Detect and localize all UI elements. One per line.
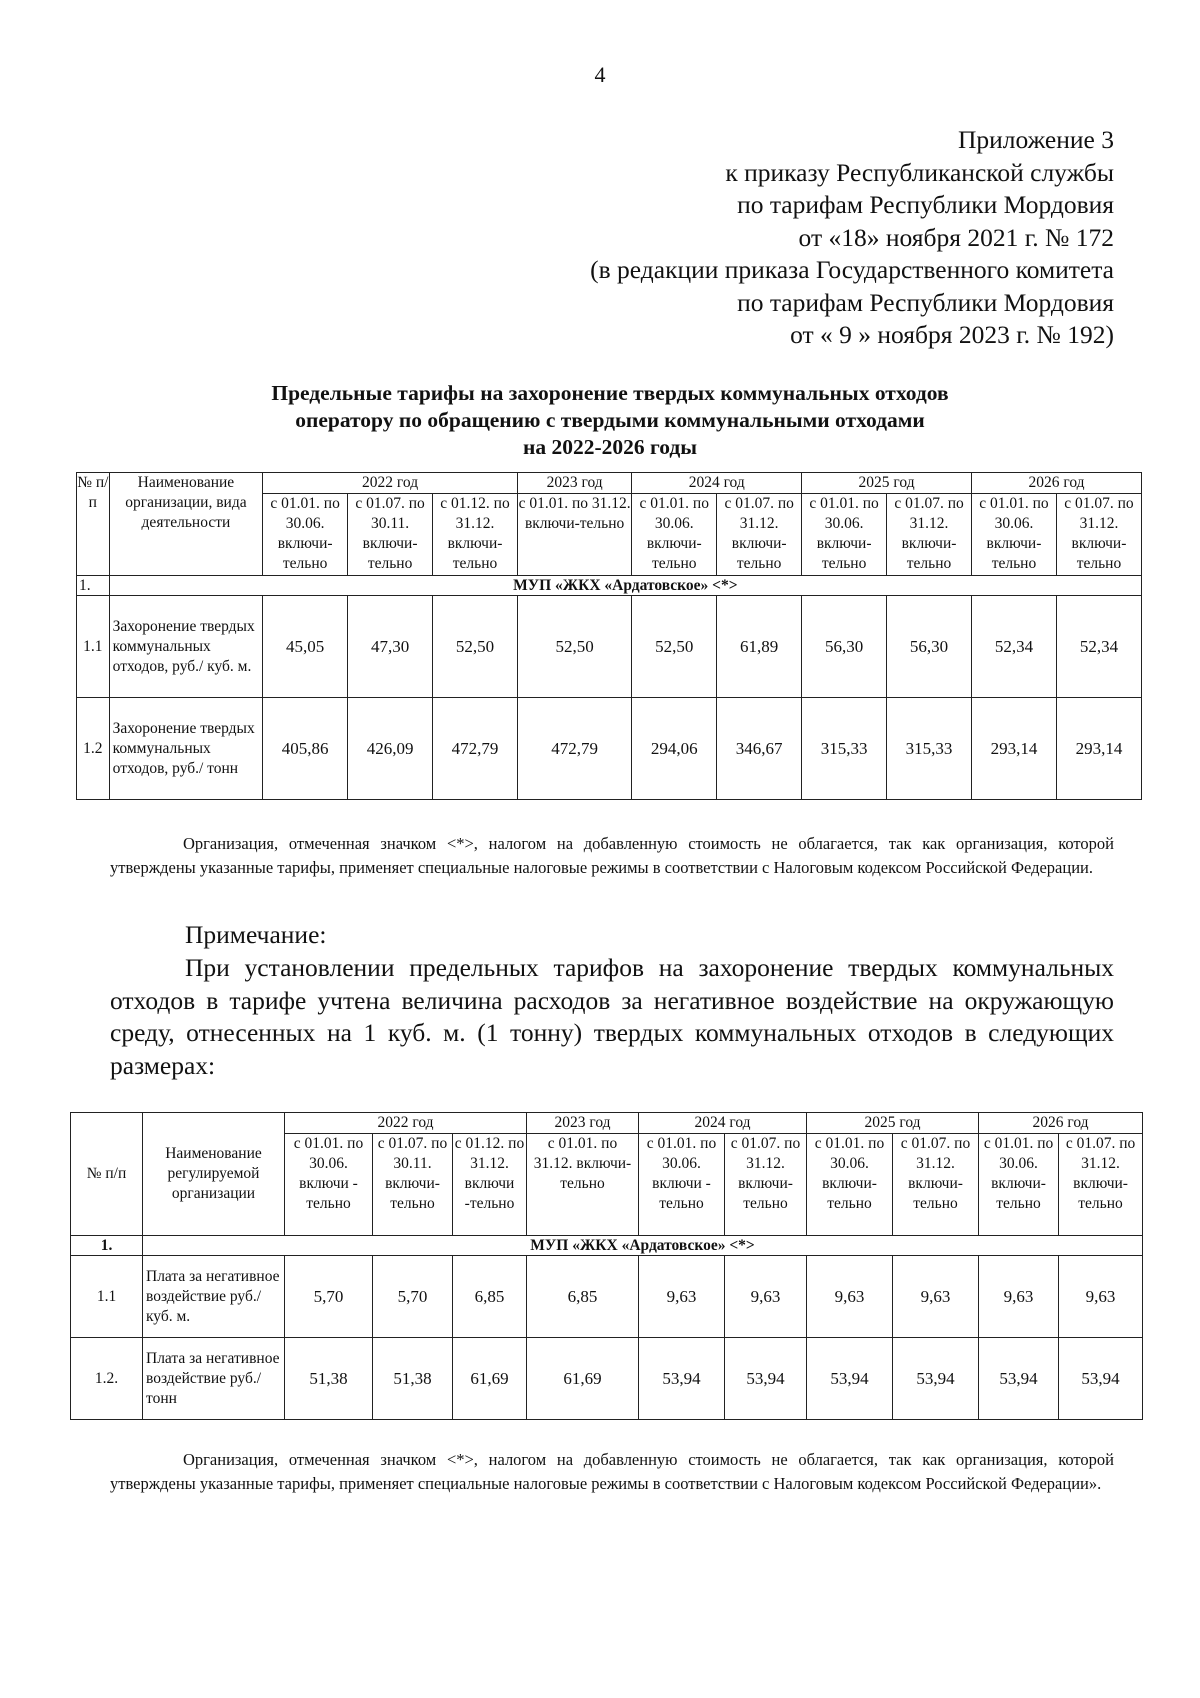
value-cell: 61,69 (527, 1338, 639, 1420)
period-header: с 01.01. по 30.06. включи - тельно (639, 1134, 725, 1236)
year-header: 2022 год (285, 1113, 527, 1134)
year-header: 2023 год (517, 473, 631, 494)
appendix-line: к приказу Республиканской службы (725, 157, 1114, 187)
value-cell: 472,79 (433, 698, 518, 800)
year-header: 2025 год (807, 1113, 979, 1134)
value-cell: 52,50 (632, 596, 717, 698)
value-cell: 426,09 (348, 698, 433, 800)
note-title: Примечание: (185, 920, 327, 949)
value-cell: 9,63 (893, 1256, 979, 1338)
value-cell: 6,85 (453, 1256, 527, 1338)
period-header: с 01.01. по 30.06. включи-тельно (802, 494, 887, 576)
value-cell: 56,30 (802, 596, 887, 698)
period-header: с 01.07. по 31.12. включи-тельно (1056, 494, 1141, 576)
period-header: с 01.01. по 30.06. включи-тельно (263, 494, 348, 576)
period-header: с 01.01. по 30.06. включи- тельно (807, 1134, 893, 1236)
page-number: 4 (594, 62, 606, 87)
value-cell: 5,70 (285, 1256, 373, 1338)
value-cell: 346,67 (717, 698, 802, 800)
col-header-name: Наименование организации, вида деятельности (109, 473, 263, 576)
row-num: 1.2. (71, 1338, 143, 1420)
col-header-num: № п/п (71, 1113, 143, 1236)
row-num: 1.1 (77, 596, 110, 698)
value-cell: 5,70 (373, 1256, 453, 1338)
footnote-1 (110, 832, 1114, 880)
negative-impact-table (70, 1112, 1143, 1420)
year-header: 2026 год (979, 1113, 1143, 1134)
row-num: 1.2 (77, 698, 110, 800)
appendix-line: от « 9 » ноября 2023 г. № 192) (790, 320, 1114, 349)
value-cell: 45,05 (263, 596, 348, 698)
value-cell: 52,50 (517, 596, 631, 698)
value-cell: 294,06 (632, 698, 717, 800)
appendix-line: по тарифам Республики Мордовия (737, 287, 1114, 317)
appendix-header (474, 124, 1114, 352)
value-cell: 51,38 (285, 1338, 373, 1420)
value-cell: 52,34 (972, 596, 1057, 698)
period-header: с 01.01. по 30.06. включи- тельно (979, 1134, 1059, 1236)
org-name: МУП «ЖКХ «Ардатовское» <*> (109, 576, 1141, 596)
col-header-num: № п/п (77, 473, 110, 576)
value-cell: 53,94 (639, 1338, 725, 1420)
period-header: с 01.07. по 31.12. включи- тельно (1059, 1134, 1143, 1236)
value-cell: 61,89 (717, 596, 802, 698)
row-name: Плата за негативное воздействие руб./ куб. м. (143, 1256, 285, 1338)
value-cell: 56,30 (887, 596, 972, 698)
period-header: с 01.01. по 30.06. включи - тельно (285, 1134, 373, 1236)
value-cell: 53,94 (979, 1338, 1059, 1420)
period-header: с 01.01. по 30.06. включи-тельно (972, 494, 1057, 576)
period-header: с 01.07. по 31.12. включи- тельно (725, 1134, 807, 1236)
value-cell: 9,63 (725, 1256, 807, 1338)
value-cell: 51,38 (373, 1338, 453, 1420)
year-header: 2023 год (527, 1113, 639, 1134)
row-name: Захоронение твердых коммунальных отходов, руб./ куб. м. (109, 596, 263, 698)
appendix-line: по тарифам Республики Мордовия (737, 190, 1114, 219)
title-line: оператору по обращению с твердыми коммунальными отходами (295, 408, 925, 432)
note-body (110, 952, 1114, 1082)
title-line: Предельные тарифы на захоронение твердых коммунальных отходов (271, 381, 949, 405)
value-cell: 53,94 (893, 1338, 979, 1420)
value-cell: 52,50 (433, 596, 518, 698)
appendix-line: Приложение 3 (958, 125, 1114, 154)
value-cell: 9,63 (1059, 1256, 1143, 1338)
value-cell: 315,33 (802, 698, 887, 800)
col-header-name: Наименование регулируемой организации (143, 1113, 285, 1236)
period-header: с 01.07. по 30.11. включи- тельно (373, 1134, 453, 1236)
table-row (77, 698, 1142, 800)
org-name: МУП «ЖКХ «Ардатовское» <*> (143, 1236, 1143, 1256)
table-row (71, 1256, 1143, 1338)
value-cell: 53,94 (725, 1338, 807, 1420)
value-cell: 6,85 (527, 1256, 639, 1338)
value-cell: 61,69 (453, 1338, 527, 1420)
period-header: с 01.01. по 31.12. включи- тельно (527, 1134, 639, 1236)
value-cell: 315,33 (887, 698, 972, 800)
year-header: 2026 год (972, 473, 1142, 494)
document-title (110, 380, 1110, 461)
period-header: с 01.07. по 31.12. включи-тельно (887, 494, 972, 576)
value-cell: 47,30 (348, 596, 433, 698)
value-cell: 293,14 (1056, 698, 1141, 800)
year-header: 2024 год (632, 473, 802, 494)
year-header: 2025 год (802, 473, 972, 494)
title-line: на 2022-2026 годы (522, 435, 698, 459)
year-header: 2022 год (263, 473, 518, 494)
value-cell: 9,63 (979, 1256, 1059, 1338)
period-header: с 01.12. по 31.12. включи-тельно (433, 494, 518, 576)
table-row (71, 1338, 1143, 1420)
footnote-text: Организация, отмеченная значком <*>, налогом на добавленную стоимость не облагается, так как организация, которой утверждены указанные тарифы, применяет специальные налоговые режимы в соответствии с Налоговым кодексом Российской Федерации». (110, 1450, 1114, 1493)
org-row-num: 1. (71, 1236, 143, 1256)
value-cell: 293,14 (972, 698, 1057, 800)
note-text: При установлении предельных тарифов на захоронение твердых коммунальных отходов в тарифе учтена величина расходов за негативное воздействие на окружающую среду, отнесенных на 1 куб. м. (1 тонну) твердых коммунальных отходов в следующих размерах: (110, 953, 1114, 1080)
tariff-table (76, 472, 1142, 800)
value-cell: 52,34 (1056, 596, 1141, 698)
row-name: Плата за негативное воздействие руб./ тонн (143, 1338, 285, 1420)
period-header: с 01.07. по 31.12. включи-тельно (717, 494, 802, 576)
year-header: 2024 год (639, 1113, 807, 1134)
value-cell: 53,94 (807, 1338, 893, 1420)
row-num: 1.1 (71, 1256, 143, 1338)
period-header: с 01.07. по 30.11. включи-тельно (348, 494, 433, 576)
org-row-num: 1. (77, 576, 110, 596)
period-header: с 01.01. по 30.06. включи-тельно (632, 494, 717, 576)
footnote-text: Организация, отмеченная значком <*>, налогом на добавленную стоимость не облагается, так как организация, которой утверждены указанные тарифы, применяет специальные налоговые режимы в соответствии с Налоговым кодексом Российской Федерации. (110, 834, 1114, 877)
footnote-2 (110, 1448, 1114, 1496)
appendix-line: (в редакции приказа Государственного комитета (590, 255, 1114, 284)
row-name: Захоронение твердых коммунальных отходов, руб./ тонн (109, 698, 263, 800)
appendix-line: от «18» ноября 2021 г. № 172 (798, 222, 1114, 252)
value-cell: 405,86 (263, 698, 348, 800)
value-cell: 9,63 (807, 1256, 893, 1338)
value-cell: 53,94 (1059, 1338, 1143, 1420)
period-header: с 01.12. по 31.12. включи -тельно (453, 1134, 527, 1236)
table-row (77, 596, 1142, 698)
value-cell: 472,79 (517, 698, 631, 800)
period-header: с 01.01. по 31.12. включи-тельно (517, 494, 631, 576)
period-header: с 01.07. по 31.12. включи- тельно (893, 1134, 979, 1236)
value-cell: 9,63 (639, 1256, 725, 1338)
